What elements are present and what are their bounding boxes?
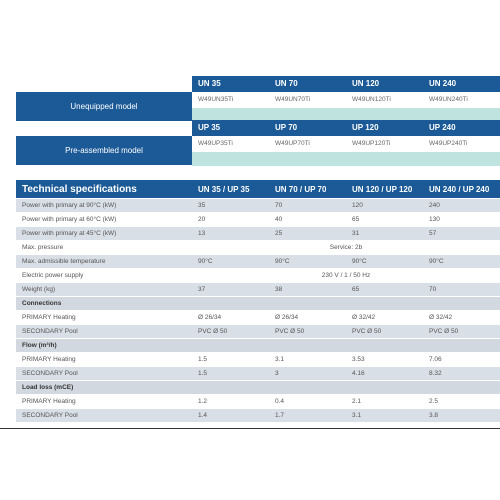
spec-row-value: 2.1: [346, 395, 423, 409]
spec-row-value: 90°C: [269, 255, 346, 269]
preassembled-model-block: [16, 120, 500, 166]
spec-row-value: 38: [269, 283, 346, 297]
preassembled-header-up120: UP 120: [346, 120, 423, 136]
spec-row-value: 65: [346, 213, 423, 227]
unequipped-code-un35: W49UN35Ti: [198, 96, 234, 103]
spec-row-value: 13: [192, 227, 269, 241]
unequipped-header-un70: UN 70: [269, 76, 346, 92]
spec-row-value: 70: [269, 199, 346, 213]
unequipped-model-block: [16, 76, 500, 122]
preassembled-header-up35: UP 35: [192, 120, 269, 136]
spec-row-value: PVC Ø 50: [192, 325, 269, 339]
spec-row-label: SECONDARY Pool: [16, 325, 192, 339]
spec-row-value: 35: [192, 199, 269, 213]
preassembled-code-up70: W49UP70Ti: [275, 140, 310, 147]
preassembled-code-up240: W49UP240Ti: [429, 140, 468, 147]
spec-row-value: 1.5: [192, 367, 269, 381]
spec-row-value: Ø 32/42: [346, 311, 423, 325]
spec-row-value: 3.8: [423, 409, 500, 423]
spec-row-value: 0.4: [269, 395, 346, 409]
unequipped-header-un120: UN 120: [346, 76, 423, 92]
spec-row: [16, 199, 500, 213]
preassembled-header-up240: UP 240: [423, 120, 500, 136]
spec-row: [16, 227, 500, 241]
spec-row-value: 1.7: [269, 409, 346, 423]
spec-row-label: Power with primary at 45°C (kW): [16, 227, 192, 241]
spec-row-value: 1.5: [192, 353, 269, 367]
spec-row-value: 90°C: [346, 255, 423, 269]
preassembled-code-up120: W49UP120Ti: [352, 140, 391, 147]
spec-row-value: 90°C: [423, 255, 500, 269]
spec-row: [16, 255, 500, 269]
spec-column-header: UN 240 / UP 240: [423, 180, 500, 199]
spec-section-title: Connections: [16, 297, 500, 311]
spec-row-value: 3.53: [346, 353, 423, 367]
spec-row-value: PVC Ø 50: [423, 325, 500, 339]
spec-row: [16, 213, 500, 227]
spec-row-value: 70: [423, 283, 500, 297]
spec-row-value: 1.2: [192, 395, 269, 409]
spec-row-label: Max. pressure: [16, 241, 192, 255]
spec-row-value: 3.1: [269, 353, 346, 367]
unequipped-header-un240: UN 240: [423, 76, 500, 92]
spec-row-value: Ø 26/34: [192, 311, 269, 325]
spec-row: [16, 367, 500, 381]
spec-row-value: 65: [346, 283, 423, 297]
spec-row-label: Electric power supply: [16, 269, 192, 283]
spec-row-value: 40: [269, 213, 346, 227]
spec-row-label: PRIMARY Heating: [16, 395, 192, 409]
spec-row-value: 4.16: [346, 367, 423, 381]
spec-row: [16, 241, 500, 255]
spec-row-value: 90°C: [192, 255, 269, 269]
spec-row-label: PRIMARY Heating: [16, 311, 192, 325]
spec-row-value: Ø 26/34: [269, 311, 346, 325]
spec-header-row: [16, 180, 500, 199]
unequipped-header-row: [16, 76, 500, 92]
spec-row: [16, 325, 500, 339]
spec-row: [16, 409, 500, 423]
spec-row: [16, 269, 500, 283]
spec-row-value: 8.32: [423, 367, 500, 381]
bottom-divider: [0, 428, 500, 429]
spec-row-label: Power with primary at 60°C (kW): [16, 213, 192, 227]
spec-row-value: 37: [192, 283, 269, 297]
spec-section-row: [16, 297, 500, 311]
spec-section-row: [16, 381, 500, 395]
spec-row-value: 3.1: [346, 409, 423, 423]
spec-row-label: Weight (kg): [16, 283, 192, 297]
spec-title: Technical specifications: [16, 180, 192, 199]
spec-row-label: SECONDARY Pool: [16, 409, 192, 423]
preassembled-model-label: Pre-assembled model: [16, 136, 192, 165]
spec-section-title: Load loss (mCE): [16, 381, 500, 395]
spec-section-title: Flow (m³/h): [16, 339, 500, 353]
technical-specifications-table: [16, 180, 500, 423]
spec-row-value: 57: [423, 227, 500, 241]
spec-row-value: 2.5: [423, 395, 500, 409]
spec-row-value: 25: [269, 227, 346, 241]
spec-row-label: Power with primary at 90°C (kW): [16, 199, 192, 213]
spec-row: [16, 283, 500, 297]
spec-row: [16, 311, 500, 325]
preassembled-header-row: [16, 120, 500, 136]
unequipped-model-label: Unequipped model: [16, 92, 192, 121]
spec-row-label: SECONDARY Pool: [16, 367, 192, 381]
spec-row-value: 1.4: [192, 409, 269, 423]
spec-row-value: 31: [346, 227, 423, 241]
spec-row-label: Max. admissible temperature: [16, 255, 192, 269]
spec-row: [16, 395, 500, 409]
unequipped-code-un120: W49UN120Ti: [352, 96, 391, 103]
spec-row-value: PVC Ø 50: [346, 325, 423, 339]
spec-row-value: 240: [423, 199, 500, 213]
spec-row: [16, 353, 500, 367]
unequipped-code-un240: W49UN240Ti: [429, 96, 468, 103]
spec-column-header: UN 120 / UP 120: [346, 180, 423, 199]
spec-row-value: 20: [192, 213, 269, 227]
spec-row-label: PRIMARY Heating: [16, 353, 192, 367]
spec-row-value: 3: [269, 367, 346, 381]
unequipped-code-un70: W49UN70Ti: [275, 96, 311, 103]
spec-row-value: 230 V / 1 / 50 Hz: [192, 269, 500, 283]
spec-row-value: 7.06: [423, 353, 500, 367]
preassembled-header-up70: UP 70: [269, 120, 346, 136]
spec-section-row: [16, 339, 500, 353]
unequipped-header-un35: UN 35: [192, 76, 269, 92]
spec-row-value: Ø 32/42: [423, 311, 500, 325]
spec-row-value: Service: 2b: [192, 241, 500, 255]
spec-column-header: UN 70 / UP 70: [269, 180, 346, 199]
spec-row-value: 120: [346, 199, 423, 213]
spec-column-header: UN 35 / UP 35: [192, 180, 269, 199]
spec-row-value: 130: [423, 213, 500, 227]
preassembled-code-up35: W49UP35Ti: [198, 140, 233, 147]
spec-row-value: PVC Ø 50: [269, 325, 346, 339]
